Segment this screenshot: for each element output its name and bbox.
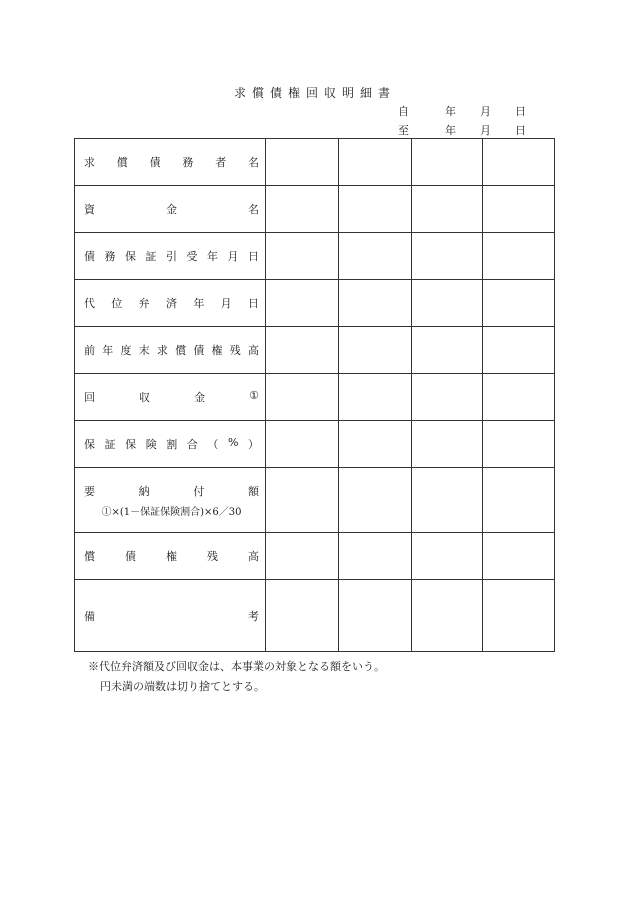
entry-cell[interactable] — [339, 139, 412, 185]
document-title: 求償債権回収明細書 — [233, 86, 396, 100]
label-char: 債 — [84, 250, 95, 263]
table-row — [75, 139, 554, 186]
period-to-day: 日 — [515, 124, 526, 137]
label-char: 高 — [248, 550, 259, 563]
label-char: 付 — [193, 484, 205, 498]
row-label — [75, 580, 266, 651]
label-char: 済 — [165, 297, 177, 310]
row-label — [75, 233, 266, 279]
label-char: 高 — [247, 344, 259, 357]
entry-cell[interactable] — [339, 280, 412, 326]
label-char: 務 — [104, 250, 116, 263]
entry-cell[interactable] — [412, 421, 483, 467]
label-char: 残 — [207, 550, 218, 563]
label-char: 保 — [125, 250, 136, 263]
entry-cell[interactable] — [266, 327, 339, 373]
row-label-text — [84, 436, 259, 452]
label-char: ） — [247, 438, 259, 451]
label-char: 備 — [84, 609, 95, 623]
entry-cell[interactable] — [483, 186, 554, 232]
label-char: 月 — [227, 250, 239, 263]
entry-cell[interactable] — [483, 139, 554, 185]
entry-cell[interactable] — [412, 233, 483, 279]
label-char: 額 — [247, 484, 259, 498]
label-char: 月 — [220, 297, 232, 310]
row-label — [75, 327, 266, 373]
table-row — [75, 233, 554, 280]
period-from-year: 年 — [445, 105, 456, 118]
entry-cell[interactable] — [266, 374, 339, 420]
table-row — [75, 327, 554, 374]
label-char: 金 — [166, 203, 177, 216]
label-char: 受 — [186, 250, 198, 263]
label-char: 前 — [84, 344, 95, 357]
label-char: 年 — [207, 250, 218, 263]
entry-cell[interactable] — [483, 233, 554, 279]
row-label-text — [84, 248, 259, 264]
entry-cell[interactable] — [339, 421, 412, 467]
entry-cell[interactable] — [266, 139, 339, 185]
entry-cell[interactable] — [266, 421, 339, 467]
table-row — [75, 421, 554, 468]
label-char: 求 — [84, 156, 95, 169]
label-char: 度 — [120, 344, 132, 357]
entry-cell[interactable] — [266, 186, 339, 232]
entry-cell[interactable] — [483, 280, 554, 326]
row-label-text — [84, 608, 259, 624]
entry-cell[interactable] — [412, 280, 483, 326]
entry-cell[interactable] — [266, 468, 339, 532]
entry-cell[interactable] — [339, 580, 412, 651]
row-label — [75, 374, 266, 420]
table-row — [75, 468, 554, 533]
period-to-prefix: 至 — [398, 124, 409, 137]
row-label-formula: ①×(1－保証保険割合)×6／30 — [101, 506, 242, 518]
row-label — [75, 280, 266, 326]
label-char: 割 — [166, 438, 178, 451]
entry-cell[interactable] — [339, 374, 412, 420]
detail-table — [74, 138, 555, 652]
table-row — [75, 533, 554, 580]
label-char: 位 — [111, 297, 123, 310]
label-char: 債 — [149, 156, 161, 169]
label-char: 年 — [102, 344, 114, 357]
label-char: 日 — [248, 250, 259, 263]
label-char: 償 — [175, 344, 187, 357]
row-label-text — [84, 295, 259, 311]
row-label-text — [84, 389, 259, 405]
entry-cell[interactable] — [266, 280, 339, 326]
entry-cell[interactable] — [483, 533, 554, 579]
row-label-text — [84, 201, 259, 217]
table-row — [75, 186, 554, 233]
label-char: 求 — [156, 344, 168, 357]
label-char: 納 — [138, 484, 150, 498]
period-from-prefix: 自 — [398, 105, 409, 118]
label-char: 代 — [84, 297, 95, 310]
label-char: 保 — [84, 438, 95, 451]
label-char: 険 — [145, 438, 157, 451]
label-char: 償 — [84, 550, 95, 563]
row-label-text — [84, 483, 259, 499]
entry-cell[interactable] — [483, 327, 554, 373]
label-char: 務 — [182, 156, 194, 169]
entry-cell[interactable] — [412, 139, 483, 185]
entry-cell[interactable] — [339, 233, 412, 279]
period-from-day: 日 — [515, 105, 526, 118]
period-to — [0, 122, 630, 136]
label-char: 証 — [104, 438, 116, 451]
label-char: ① — [249, 389, 259, 402]
period-from — [0, 103, 630, 117]
footnote-1: ※代位弁済額及び回収金は、本事業の対象となる額をいう。 — [88, 660, 385, 673]
entry-cell[interactable] — [483, 421, 554, 467]
label-char: 収 — [139, 391, 151, 404]
row-label — [75, 186, 266, 232]
footnote-2: 円未満の端数は切り捨てとする。 — [100, 680, 265, 693]
label-char: 年 — [193, 297, 205, 310]
entry-cell[interactable] — [412, 327, 483, 373]
label-char: 証 — [145, 250, 157, 263]
row-label — [75, 421, 266, 467]
label-char: 債 — [193, 344, 205, 357]
entry-cell[interactable] — [266, 533, 339, 579]
row-label — [75, 468, 266, 532]
label-char: 金 — [194, 391, 206, 404]
label-char: 権 — [166, 550, 177, 563]
label-char: 引 — [166, 250, 177, 263]
entry-cell[interactable] — [483, 468, 554, 532]
row-label — [75, 533, 266, 579]
label-char: 債 — [125, 550, 136, 563]
table-row — [75, 374, 554, 421]
label-char: （ — [207, 438, 219, 451]
label-char: 要 — [84, 484, 95, 498]
table-row — [75, 280, 554, 327]
period-to-year: 年 — [445, 124, 456, 137]
entry-cell[interactable] — [483, 374, 554, 420]
entry-cell[interactable] — [266, 233, 339, 279]
label-char: 回 — [84, 391, 95, 404]
row-label-text — [84, 342, 259, 358]
label-char: 名 — [247, 156, 259, 169]
label-char: 残 — [229, 344, 241, 357]
entry-cell[interactable] — [412, 186, 483, 232]
label-char: 資 — [84, 203, 95, 216]
entry-cell[interactable] — [339, 533, 412, 579]
entry-cell[interactable] — [412, 580, 483, 651]
label-char: 保 — [125, 438, 137, 451]
entry-cell[interactable] — [339, 327, 412, 373]
period-to-month: 月 — [480, 124, 491, 137]
entry-cell[interactable] — [339, 186, 412, 232]
label-char: 名 — [248, 203, 259, 216]
label-char: 考 — [248, 609, 259, 623]
label-char: 償 — [116, 156, 128, 169]
row-label-text — [84, 154, 259, 170]
entry-cell[interactable] — [266, 580, 339, 651]
label-char: 者 — [215, 156, 227, 169]
entry-cell[interactable] — [412, 468, 483, 532]
entry-cell[interactable] — [412, 533, 483, 579]
table-row — [75, 580, 554, 651]
row-label-text — [84, 548, 259, 564]
label-char: 日 — [247, 297, 259, 310]
label-char: 弁 — [138, 297, 150, 310]
entry-cell[interactable] — [483, 580, 554, 651]
label-char: % — [227, 436, 239, 449]
entry-cell[interactable] — [412, 374, 483, 420]
label-char: 権 — [211, 344, 223, 357]
label-char: 末 — [138, 344, 150, 357]
row-label — [75, 139, 266, 185]
period-from-month: 月 — [480, 105, 491, 118]
label-char: 合 — [186, 438, 198, 451]
entry-cell[interactable] — [339, 468, 412, 532]
